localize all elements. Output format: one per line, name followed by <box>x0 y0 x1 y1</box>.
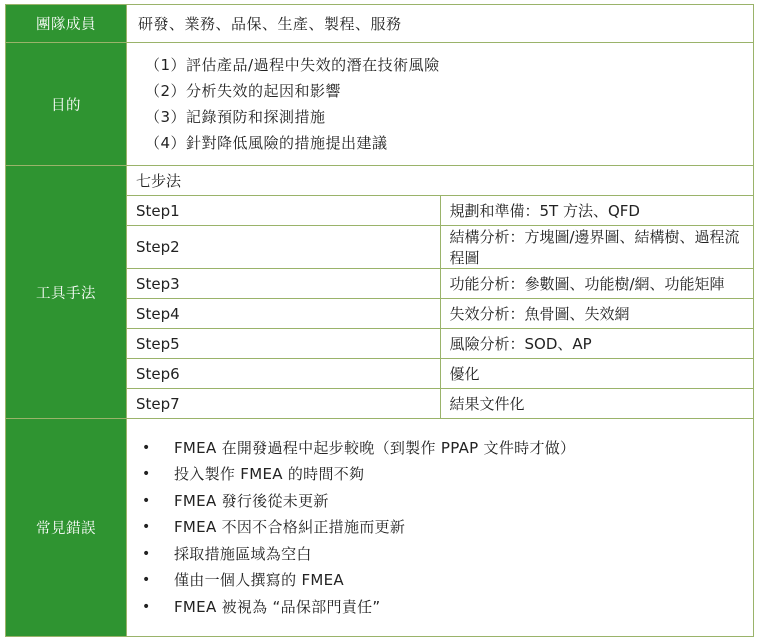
error-item <box>142 488 753 515</box>
error-text: FMEA 不因不合格糾正措施而更新 <box>174 518 406 537</box>
bullet-icon: • <box>142 572 151 589</box>
errors-row <box>6 419 754 637</box>
step-desc: 規劃和準備：5T 方法、QFD <box>440 196 753 226</box>
goal-content <box>127 43 754 166</box>
goal-item: （2）分析失效的起因和影響 <box>145 82 342 100</box>
goal-item: （4）針對降低風險的措施提出建議 <box>145 134 388 152</box>
step-row <box>127 389 753 419</box>
step-desc: 結構分析：方塊圖/邊界圖、結構樹、過程流程圖 <box>440 226 753 269</box>
step-row <box>127 196 753 226</box>
step-name: Step3 <box>127 269 440 299</box>
step-name: Step4 <box>127 299 440 329</box>
error-item <box>142 541 753 568</box>
tools-label: 工具手法 <box>6 166 127 419</box>
bullet-icon: • <box>142 598 151 615</box>
bullet-icon: • <box>142 545 151 562</box>
fmea-overview-table <box>5 4 754 626</box>
team-row <box>6 5 754 43</box>
step-name: Step7 <box>127 389 440 419</box>
team-value: 研發、業務、品保、生產、製程、服務 <box>127 5 754 43</box>
error-text: 投入製作 FMEA 的時間不夠 <box>174 465 365 484</box>
error-item <box>142 461 753 488</box>
errors-label: 常見錯誤 <box>6 419 127 637</box>
step-row <box>127 329 753 359</box>
goal-label: 目的 <box>6 43 127 166</box>
bullet-icon: • <box>142 439 151 456</box>
bullet-icon: • <box>142 466 151 483</box>
step-desc: 結果文件化 <box>449 395 525 413</box>
step-row <box>127 359 753 389</box>
step-desc: 優化 <box>440 359 753 389</box>
step-name: Step2 <box>127 226 440 269</box>
goal-item: （3）記錄預防和探測措施 <box>145 108 326 126</box>
step-desc: 風險分析：SOD、AP <box>440 329 753 359</box>
bullet-icon: • <box>142 492 151 509</box>
goal-row <box>6 43 754 166</box>
step-row <box>127 299 753 329</box>
method-title-row <box>127 166 753 196</box>
method-title: 七步法 <box>127 166 753 196</box>
error-item <box>142 567 753 594</box>
error-item <box>142 435 753 462</box>
step-row <box>127 269 753 299</box>
error-text: FMEA 在開發過程中起步較晚（到製作 PPAP 文件時才做） <box>174 438 576 457</box>
tools-row <box>6 166 754 419</box>
error-text: FMEA 被視為 “品保部門責任” <box>174 597 381 616</box>
error-text: 僅由一個人撰寫的 FMEA <box>174 571 344 590</box>
error-item <box>142 594 753 621</box>
step-row <box>127 226 753 269</box>
step-desc: 失效分析：魚骨圖、失效網 <box>440 299 753 329</box>
errors-list <box>127 435 753 621</box>
team-label: 團隊成員 <box>6 5 127 43</box>
goal-list <box>127 52 753 156</box>
tools-content <box>127 166 754 419</box>
bullet-icon: • <box>142 519 151 536</box>
step-name: Step1 <box>127 196 440 226</box>
step-name: Step6 <box>127 359 440 389</box>
error-text: 採取措施區域為空白 <box>174 544 312 563</box>
step-name: Step5 <box>127 329 440 359</box>
error-item <box>142 514 753 541</box>
error-text: FMEA 發行後從未更新 <box>174 491 329 510</box>
goal-item: （1）評估產品/過程中失效的潛在技術風險 <box>145 56 440 74</box>
step-desc: 功能分析：參數圖、功能樹/網、功能矩陣 <box>440 269 753 299</box>
steps-table <box>127 166 753 418</box>
errors-content <box>127 419 754 637</box>
main-table <box>5 4 754 637</box>
